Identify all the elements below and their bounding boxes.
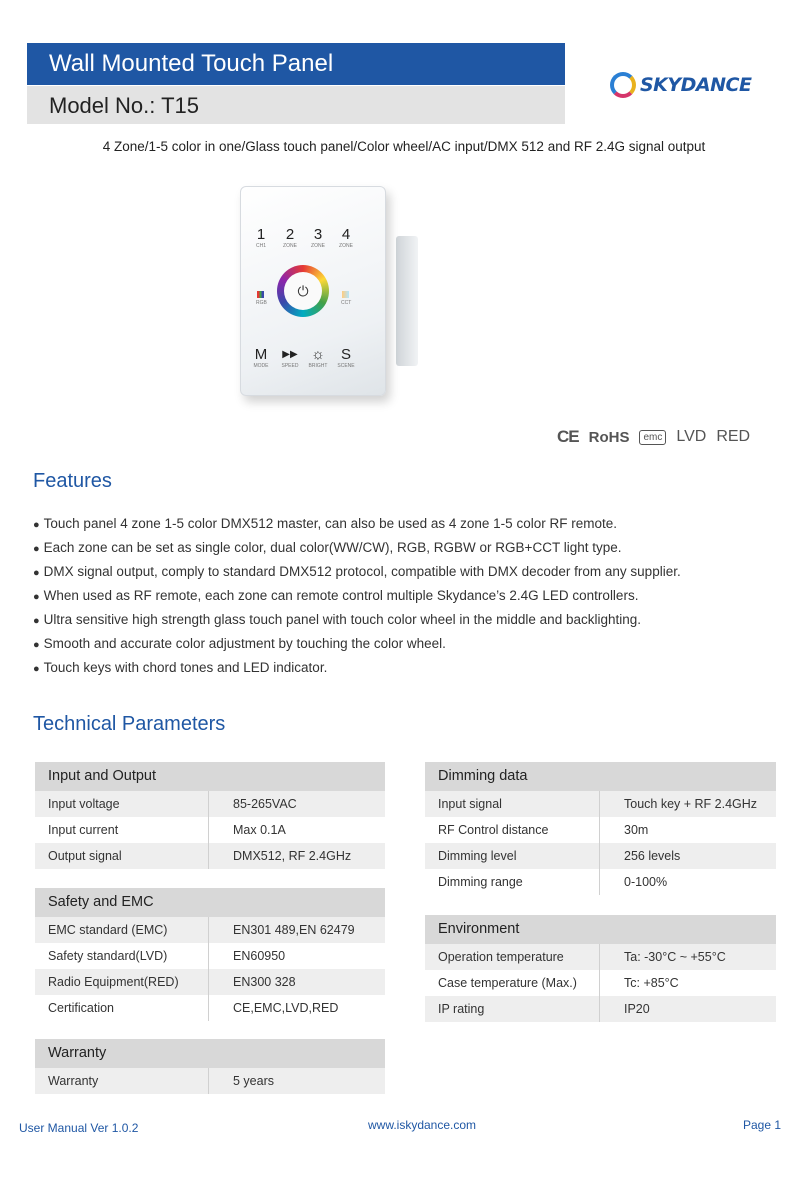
bright-key: ☼ BRIGHT <box>308 346 328 369</box>
features-heading: Features <box>33 470 112 492</box>
table-row: Input voltage 85-265VAC <box>35 791 385 817</box>
bullet-icon: ● <box>33 615 40 627</box>
product-image <box>240 186 412 406</box>
emc-mark: emc <box>639 430 666 445</box>
feature-item: ● Smooth and accurate color adjustment by touching the color wheel. <box>33 636 446 651</box>
technical-heading: Technical Parameters <box>33 713 226 735</box>
model-number: Model No.: T15 <box>27 86 565 124</box>
speed-key: ▶▶ SPEED <box>281 349 299 369</box>
website-link[interactable]: www.iskydance.com <box>368 1118 477 1132</box>
table-header: Dimming data <box>425 762 776 791</box>
brand-logo <box>610 68 780 102</box>
product-subtitle: 4 Zone/1-5 color in one/Glass touch panel/Color wheel/AC input/DMX 512 and RF 2.4G signal output <box>102 139 706 154</box>
feature-item: ● Touch panel 4 zone 1-5 color DMX512 master, can also be used as 4 zone 1-5 color RF remote. <box>33 516 617 531</box>
table-header: Input and Output <box>35 762 385 791</box>
ce-mark: CE <box>557 427 579 446</box>
bullet-icon: ● <box>33 591 40 603</box>
table-row: Operation temperature Ta: -30°C ~ +55°C <box>425 944 776 970</box>
color-wheel-icon <box>277 265 329 317</box>
table-row: Dimming level 256 levels <box>425 843 776 869</box>
feature-item: ● Each zone can be set as single color, dual color(WW/CW), RGB, RGBW or RGB+CCT light type. <box>33 540 622 555</box>
feature-item: ● When used as RF remote, each zone can remote control multiple Skydance’s 2.4G LED controllers. <box>33 588 639 603</box>
device-face <box>240 186 386 396</box>
mode-key: M MODE <box>253 346 269 369</box>
table-row: Input signal Touch key + RF 2.4GHz <box>425 791 776 817</box>
table-row: Case temperature (Max.) Tc: +85°C <box>425 970 776 996</box>
safety-emc-table <box>35 888 385 1021</box>
bullet-icon: ● <box>33 543 40 555</box>
bullet-icon: ● <box>33 663 40 675</box>
page-number: Page 1 <box>743 1118 782 1132</box>
bullet-icon: ● <box>33 639 40 651</box>
environment-table <box>425 915 776 1022</box>
table-row: IP rating IP20 <box>425 996 776 1022</box>
table-row: Safety standard(LVD) EN60950 <box>35 943 385 969</box>
feature-item: ● Touch keys with chord tones and LED indicator. <box>33 660 328 675</box>
red-mark: RED <box>716 428 751 445</box>
rgb-swatch-icon <box>257 291 264 298</box>
cct-swatch-icon <box>342 291 349 298</box>
table-row: Dimming range 0-100% <box>425 869 776 895</box>
zone-key-2: 2 ZONE <box>283 226 297 249</box>
logo-ring-icon <box>610 72 636 98</box>
device-side <box>396 236 418 366</box>
table-row: EMC standard (EMC) EN301 489,EN 62479 <box>35 917 385 943</box>
table-row: Input current Max 0.1A <box>35 817 385 843</box>
table-header: Safety and EMC <box>35 888 385 917</box>
table-row: Certification CE,EMC,LVD,RED <box>35 995 385 1021</box>
manual-version: User Manual Ver 1.0.2 <box>19 1121 139 1135</box>
scene-key: S SCENE <box>337 346 355 369</box>
table-row: Radio Equipment(RED) EN300 328 <box>35 969 385 995</box>
table-row: RF Control distance 30m <box>425 817 776 843</box>
feature-item: ● Ultra sensitive high strength glass touch panel with touch color wheel in the middle and backlighting. <box>33 612 641 627</box>
zone-key-3: 3 ZONE <box>311 226 325 249</box>
features-list <box>33 515 773 683</box>
input-output-table <box>35 762 385 869</box>
logo-text: SKYDANCE <box>640 74 752 96</box>
zone-key-4: 4 ZONE <box>339 226 353 249</box>
page-title: Wall Mounted Touch Panel <box>27 43 565 85</box>
warranty-table <box>35 1039 385 1094</box>
table-header: Warranty <box>35 1039 385 1068</box>
feature-item: ● DMX signal output, comply to standard DMX512 protocol, compatible with DMX decoder from any supplier. <box>33 564 681 579</box>
rgb-label: RGB <box>256 300 267 306</box>
certification-marks <box>557 426 750 448</box>
power-icon: ⏻ <box>284 272 322 310</box>
dimming-data-table <box>425 762 776 895</box>
table-row: Warranty 5 years <box>35 1068 385 1094</box>
rohs-mark: RoHS <box>588 428 630 446</box>
table-header: Environment <box>425 915 776 944</box>
table-row: Output signal DMX512, RF 2.4GHz <box>35 843 385 869</box>
lvd-mark: LVD <box>676 428 707 445</box>
bullet-icon: ● <box>33 519 40 531</box>
cct-label: CCT <box>341 300 352 306</box>
bullet-icon: ● <box>33 567 40 579</box>
zone-key-1: 1 CH1 <box>255 226 266 249</box>
